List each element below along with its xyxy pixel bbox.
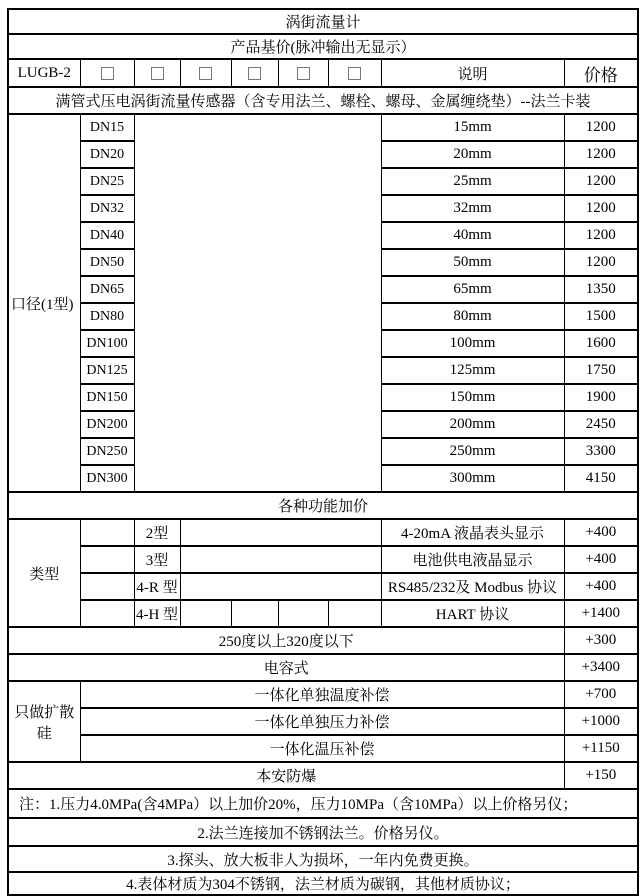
note-row bbox=[8, 846, 638, 872]
dn-price: 1500 bbox=[564, 303, 638, 330]
type-code: 4-R 型 bbox=[134, 573, 180, 600]
dn-desc: 15mm bbox=[381, 114, 564, 141]
addons-header: 各种功能加价 bbox=[8, 492, 638, 519]
dn-price: 1600 bbox=[564, 330, 638, 357]
option-checkbox-cell bbox=[180, 59, 231, 87]
dn-price: 2450 bbox=[564, 411, 638, 438]
dn-code: DN250 bbox=[80, 438, 134, 465]
dn-code: DN200 bbox=[80, 411, 134, 438]
title-row bbox=[8, 9, 638, 34]
dn-code: DN125 bbox=[80, 357, 134, 384]
dn-desc: 300mm bbox=[381, 465, 564, 492]
page-title: 涡街流量计 bbox=[8, 9, 638, 34]
dn-desc: 40mm bbox=[381, 222, 564, 249]
price-table bbox=[7, 8, 639, 896]
note-text: 4.表体材质为304不锈钢，法兰材质为碳钢，其他材质协议； bbox=[8, 872, 638, 895]
dn-code: DN150 bbox=[80, 384, 134, 411]
table-row bbox=[8, 735, 638, 762]
model-code: LUGB-2 bbox=[8, 59, 80, 87]
dn-price: 1750 bbox=[564, 357, 638, 384]
type-price: +400 bbox=[564, 546, 638, 573]
dn-price: 1350 bbox=[564, 276, 638, 303]
dn-price: 1200 bbox=[564, 195, 638, 222]
note-row bbox=[8, 818, 638, 846]
diameter-section-label: 口径(1型) bbox=[8, 114, 80, 492]
dn-code: DN20 bbox=[80, 141, 134, 168]
dn-desc: 20mm bbox=[381, 141, 564, 168]
checkbox-icon bbox=[199, 67, 212, 80]
table-row bbox=[8, 654, 638, 681]
empty-cell bbox=[80, 600, 134, 627]
dn-code: DN80 bbox=[80, 303, 134, 330]
dn-price: 1200 bbox=[564, 222, 638, 249]
option-checkbox-cell bbox=[80, 59, 134, 87]
type-code: 2型 bbox=[134, 519, 180, 546]
type-price: +400 bbox=[564, 573, 638, 600]
blank-area bbox=[134, 114, 381, 492]
price-column-header: 价格 bbox=[564, 59, 638, 87]
option-checkbox-cell bbox=[328, 59, 381, 87]
subtitle-row bbox=[8, 34, 638, 59]
type-desc: RS485/232及 Modbus 协议 bbox=[381, 573, 564, 600]
extra-desc: 250度以上320度以下 bbox=[8, 627, 564, 654]
table-row bbox=[8, 762, 638, 789]
blank-area bbox=[180, 546, 381, 573]
description-column-header: 说明 bbox=[381, 59, 564, 87]
note-text: 注：1.压力4.0MPa(含4MPa）以上加价20%，压力10MPa（含10MPa）以上价格另仪； bbox=[8, 789, 638, 818]
dn-desc: 125mm bbox=[381, 357, 564, 384]
type-section-label: 类型 bbox=[8, 519, 80, 627]
checkbox-icon bbox=[248, 67, 261, 80]
empty-cell bbox=[80, 519, 134, 546]
empty-cell bbox=[180, 600, 231, 627]
type-desc: 电池供电液晶显示 bbox=[381, 546, 564, 573]
type-code: 4-H 型 bbox=[134, 600, 180, 627]
dn-desc: 150mm bbox=[381, 384, 564, 411]
dn-desc: 25mm bbox=[381, 168, 564, 195]
dn-code: DN15 bbox=[80, 114, 134, 141]
table-row bbox=[8, 708, 638, 735]
empty-cell bbox=[231, 600, 278, 627]
base-price-subtitle: 产品基价(脉冲输出无显示） bbox=[8, 34, 638, 59]
checkbox-icon bbox=[151, 67, 164, 80]
dn-code: DN50 bbox=[80, 249, 134, 276]
dn-code: DN65 bbox=[80, 276, 134, 303]
explosion-desc: 本安防爆 bbox=[8, 762, 564, 789]
sensor-note-row bbox=[8, 87, 638, 114]
empty-cell bbox=[80, 546, 134, 573]
extra-price: +300 bbox=[564, 627, 638, 654]
addons-header-row bbox=[8, 492, 638, 519]
note-row bbox=[8, 872, 638, 895]
blank-area bbox=[180, 573, 381, 600]
type-desc: 4-20mA 液晶表头显示 bbox=[381, 519, 564, 546]
compensation-desc: 一体化单独温度补偿 bbox=[80, 681, 564, 708]
table-row bbox=[8, 546, 638, 573]
model-header-row bbox=[8, 59, 638, 87]
compensation-desc: 一体化温压补偿 bbox=[80, 735, 564, 762]
compensation-section-label: 只做扩散硅 bbox=[8, 681, 80, 762]
sensor-note: 满管式压电涡街流量传感器（含专用法兰、螺栓、螺母、金属缠绕垫）--法兰卡装 bbox=[8, 87, 638, 114]
dn-desc: 100mm bbox=[381, 330, 564, 357]
empty-cell bbox=[80, 573, 134, 600]
note-text: 3.探头、放大板非人为损坏，一年内免费更换。 bbox=[8, 846, 638, 872]
table-row bbox=[8, 600, 638, 627]
compensation-price: +1000 bbox=[564, 708, 638, 735]
option-checkbox-cell bbox=[278, 59, 328, 87]
dn-desc: 250mm bbox=[381, 438, 564, 465]
dn-desc: 200mm bbox=[381, 411, 564, 438]
type-price: +400 bbox=[564, 519, 638, 546]
checkbox-icon bbox=[297, 67, 310, 80]
extra-price: +3400 bbox=[564, 654, 638, 681]
dn-price: 1900 bbox=[564, 384, 638, 411]
table-row bbox=[8, 627, 638, 654]
dn-code: DN300 bbox=[80, 465, 134, 492]
type-price: +1400 bbox=[564, 600, 638, 627]
type-code: 3型 bbox=[134, 546, 180, 573]
empty-cell bbox=[278, 600, 328, 627]
type-desc: HART 协议 bbox=[381, 600, 564, 627]
empty-cell bbox=[328, 600, 381, 627]
dn-price: 4150 bbox=[564, 465, 638, 492]
dn-price: 1200 bbox=[564, 168, 638, 195]
table-row bbox=[8, 681, 638, 708]
dn-code: DN25 bbox=[80, 168, 134, 195]
dn-code: DN40 bbox=[80, 222, 134, 249]
compensation-price: +1150 bbox=[564, 735, 638, 762]
option-checkbox-cell bbox=[134, 59, 180, 87]
extra-desc: 电容式 bbox=[8, 654, 564, 681]
dn-price: 1200 bbox=[564, 114, 638, 141]
compensation-desc: 一体化单独压力补偿 bbox=[80, 708, 564, 735]
table-row bbox=[8, 114, 638, 141]
dn-desc: 32mm bbox=[381, 195, 564, 222]
checkbox-icon bbox=[348, 67, 361, 80]
dn-price: 3300 bbox=[564, 438, 638, 465]
dn-price: 1200 bbox=[564, 141, 638, 168]
table-row bbox=[8, 519, 638, 546]
blank-area bbox=[180, 519, 381, 546]
dn-desc: 65mm bbox=[381, 276, 564, 303]
dn-code: DN32 bbox=[80, 195, 134, 222]
checkbox-icon bbox=[101, 67, 114, 80]
compensation-price: +700 bbox=[564, 681, 638, 708]
explosion-price: +150 bbox=[564, 762, 638, 789]
dn-desc: 50mm bbox=[381, 249, 564, 276]
dn-price: 1200 bbox=[564, 249, 638, 276]
dn-code: DN100 bbox=[80, 330, 134, 357]
note-row bbox=[8, 789, 638, 818]
dn-desc: 80mm bbox=[381, 303, 564, 330]
note-text: 2.法兰连接加不锈钢法兰。价格另仪。 bbox=[8, 818, 638, 846]
table-row bbox=[8, 573, 638, 600]
option-checkbox-cell bbox=[231, 59, 278, 87]
